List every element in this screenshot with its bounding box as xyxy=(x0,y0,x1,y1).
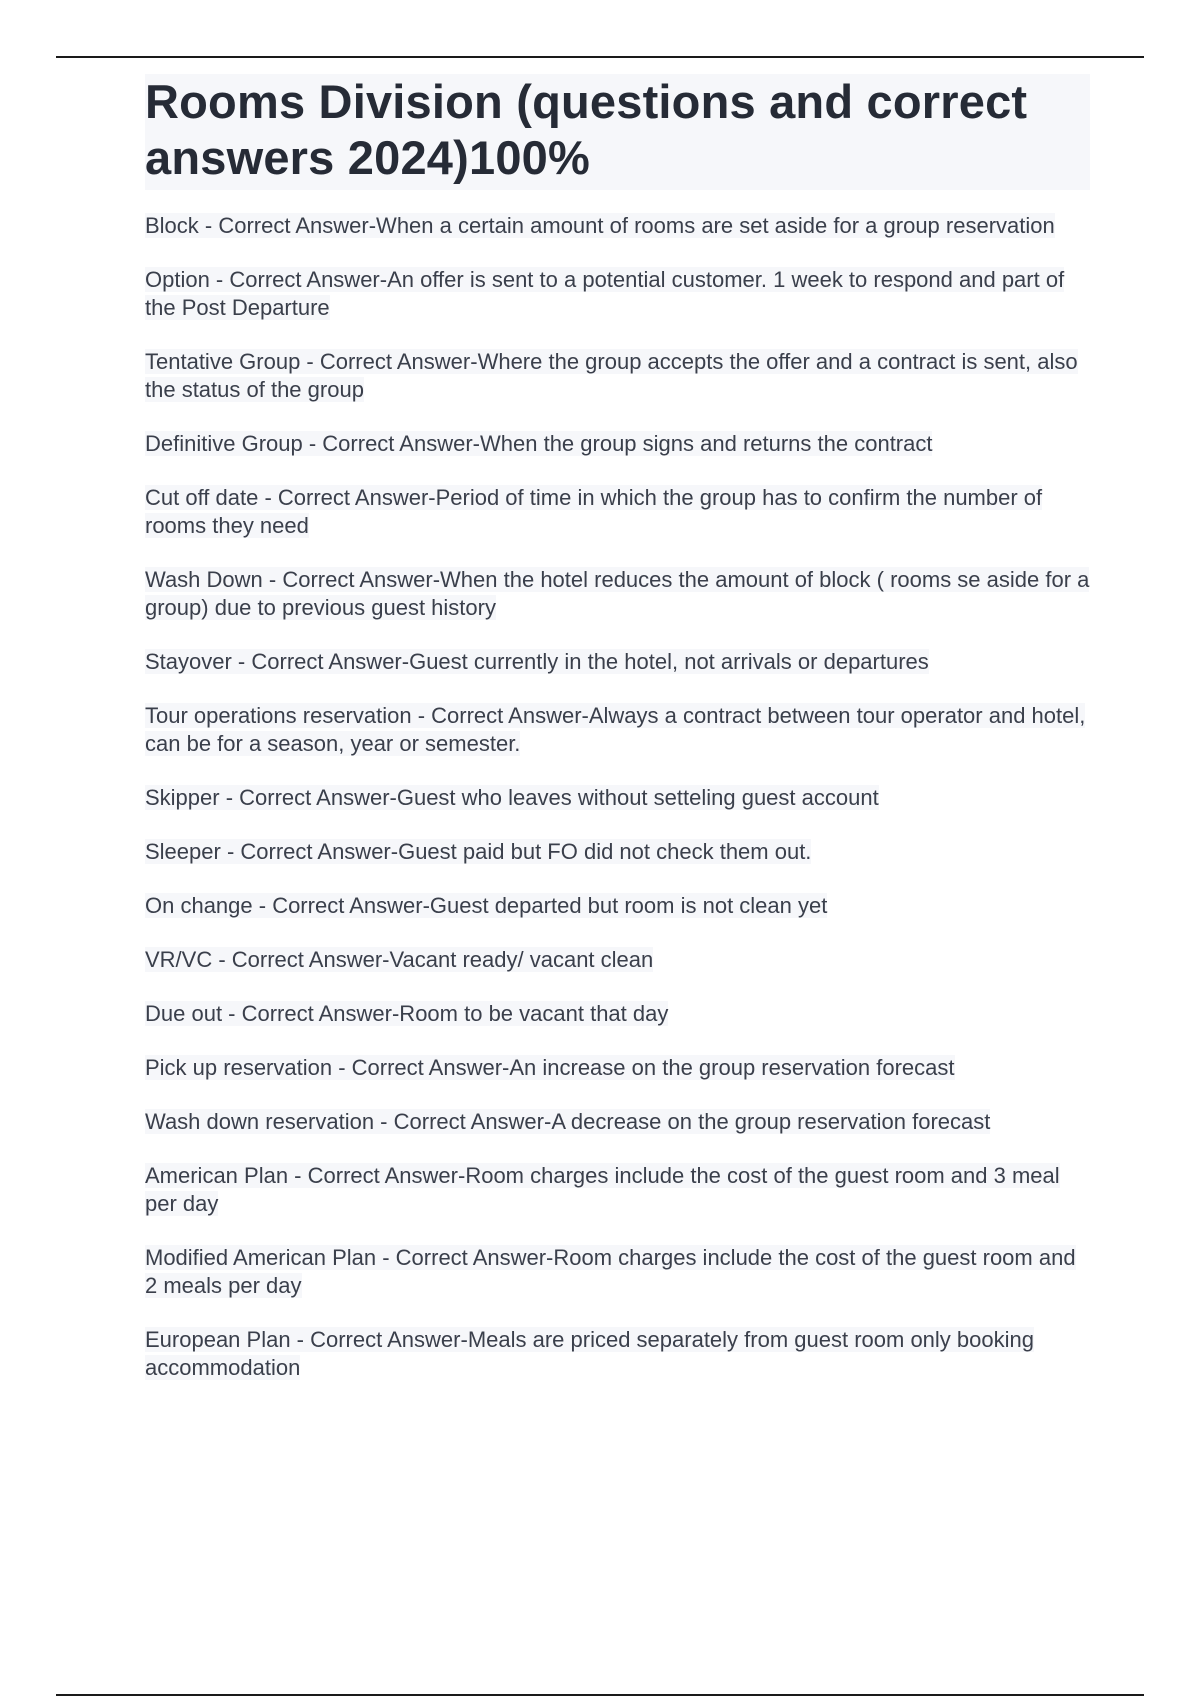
qa-entry xyxy=(145,702,1090,758)
qa-entry-text: Due out - Correct Answer-Room to be vacant that day xyxy=(145,1001,669,1026)
qa-entry xyxy=(145,1244,1090,1300)
qa-entry-text: Tentative Group - Correct Answer-Where the group accepts the offer and a contract is sent, also the status of the group xyxy=(145,349,1078,402)
document-page xyxy=(145,74,1090,1408)
qa-entry-text: Option - Correct Answer-An offer is sent to a potential customer. 1 week to respond and part of the Post Departure xyxy=(145,267,1065,320)
qa-entry xyxy=(145,430,1090,458)
qa-entry-text: Block - Correct Answer-When a certain amount of rooms are set aside for a group reservation xyxy=(145,213,1055,238)
qa-entry xyxy=(145,838,1090,866)
qa-entry xyxy=(145,1326,1090,1382)
qa-entry xyxy=(145,1054,1090,1082)
qa-entry-text: Stayover - Correct Answer-Guest currently in the hotel, not arrivals or departures xyxy=(145,649,929,674)
qa-entry xyxy=(145,566,1090,622)
qa-entry xyxy=(145,484,1090,540)
top-rule xyxy=(56,56,1144,58)
qa-entry xyxy=(145,212,1090,240)
qa-entry xyxy=(145,348,1090,404)
qa-entry xyxy=(145,266,1090,322)
bottom-rule xyxy=(56,1694,1144,1696)
qa-entry-text: Wash down reservation - Correct Answer-A decrease on the group reservation forecast xyxy=(145,1109,991,1134)
qa-entry xyxy=(145,946,1090,974)
qa-entry xyxy=(145,892,1090,920)
document-title: Rooms Division (questions and correct answers 2024)100% xyxy=(145,75,1028,184)
qa-entry-text: Wash Down - Correct Answer-When the hotel reduces the amount of block ( rooms se aside for a group) due to previous guest history xyxy=(145,567,1090,620)
qa-entry-text: Sleeper - Correct Answer-Guest paid but FO did not check them out. xyxy=(145,839,812,864)
qa-entry xyxy=(145,1108,1090,1136)
qa-entry-text: Skipper - Correct Answer-Guest who leaves without setteling guest account xyxy=(145,785,879,810)
qa-entry-text: Pick up reservation - Correct Answer-An increase on the group reservation forecast xyxy=(145,1055,955,1080)
qa-entry-text: VR/VC - Correct Answer-Vacant ready/ vacant clean xyxy=(145,947,654,972)
qa-entry-text: American Plan - Correct Answer-Room charges include the cost of the guest room and 3 meal per day xyxy=(145,1163,1060,1216)
qa-entry-text: European Plan - Correct Answer-Meals are priced separately from guest room only booking accommodation xyxy=(145,1327,1034,1380)
qa-entry-text: On change - Correct Answer-Guest departed but room is not clean yet xyxy=(145,893,828,918)
qa-entry-text: Modified American Plan - Correct Answer-Room charges include the cost of the guest room and 2 meals per day xyxy=(145,1245,1076,1298)
qa-entry xyxy=(145,648,1090,676)
qa-entry-text: Definitive Group - Correct Answer-When the group signs and returns the contract xyxy=(145,431,933,456)
qa-list xyxy=(145,212,1090,1382)
qa-entry-text: Tour operations reservation - Correct Answer-Always a contract between tour operator and hotel, can be for a season, year or semester. xyxy=(145,703,1086,756)
qa-entry xyxy=(145,784,1090,812)
qa-entry-text: Cut off date - Correct Answer-Period of time in which the group has to confirm the number of rooms they need xyxy=(145,485,1043,538)
title-block xyxy=(145,74,1090,190)
qa-entry xyxy=(145,1162,1090,1218)
qa-entry xyxy=(145,1000,1090,1028)
